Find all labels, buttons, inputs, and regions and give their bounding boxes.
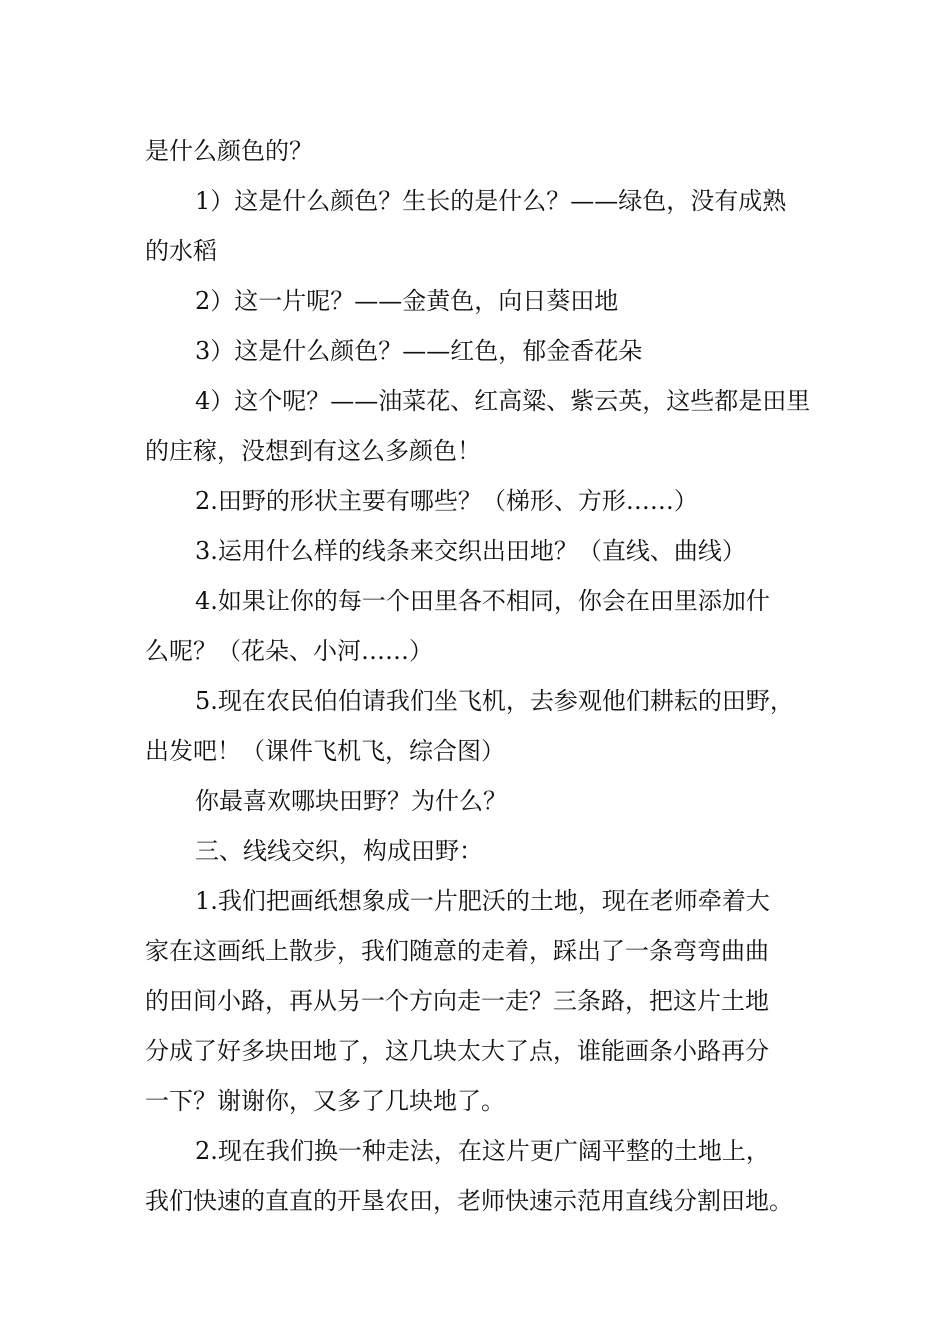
text-line: 分成了好多块田地了，这几块太大了点，谁能画条小路再分 bbox=[145, 1037, 769, 1065]
text-line: 2）这一片呢？——金黄色，向日葵田地 bbox=[195, 287, 619, 315]
text-line: 家在这画纸上散步，我们随意的走着，踩出了一条弯弯曲曲 bbox=[145, 937, 769, 965]
text-line: 1.我们把画纸想象成一片肥沃的土地，现在老师牵着大 bbox=[195, 887, 770, 915]
text-line: 4.如果让你的每一个田里各不相同，你会在田里添加什 bbox=[195, 587, 770, 615]
text-line: 的水稻 bbox=[145, 237, 217, 265]
text-line: 3.运用什么样的线条来交织出田地？（直线、曲线） bbox=[195, 537, 746, 565]
text-line: 2.田野的形状主要有哪些？（梯形、方形……） bbox=[195, 487, 698, 515]
text-line: 的庄稼，没想到有这么多颜色！ bbox=[145, 437, 481, 465]
section-heading: 三、线线交织，构成田野： bbox=[195, 837, 483, 865]
text-line: 5.现在农民伯伯请我们坐飞机，去参观他们耕耘的田野， bbox=[195, 687, 794, 715]
text-line: 出发吧！（课件飞机飞，综合图） bbox=[145, 737, 505, 765]
text-line: 1）这是什么颜色？生长的是什么？——绿色，没有成熟 bbox=[195, 187, 787, 215]
text-line: 我们快速的直直的开垦农田，老师快速示范用直线分割田地。 bbox=[145, 1187, 793, 1215]
document-page bbox=[145, 126, 835, 1226]
text-line: 一下？谢谢你，又多了几块地了。 bbox=[145, 1087, 505, 1115]
text-line: 2.现在我们换一种走法，在这片更广阔平整的土地上， bbox=[195, 1137, 770, 1165]
text-line: 么呢？（花朵、小河……） bbox=[145, 637, 433, 665]
text-line: 的田间小路，再从另一个方向走一走？三条路，把这片土地 bbox=[145, 987, 769, 1015]
text-line: 4）这个呢？——油菜花、红高粱、紫云英，这些都是田里 bbox=[195, 387, 811, 415]
text-line: 3）这是什么颜色？——红色，郁金香花朵 bbox=[195, 337, 643, 365]
text-line: 你最喜欢哪块田野？为什么？ bbox=[195, 787, 507, 815]
text-line: 是什么颜色的？ bbox=[145, 137, 313, 165]
